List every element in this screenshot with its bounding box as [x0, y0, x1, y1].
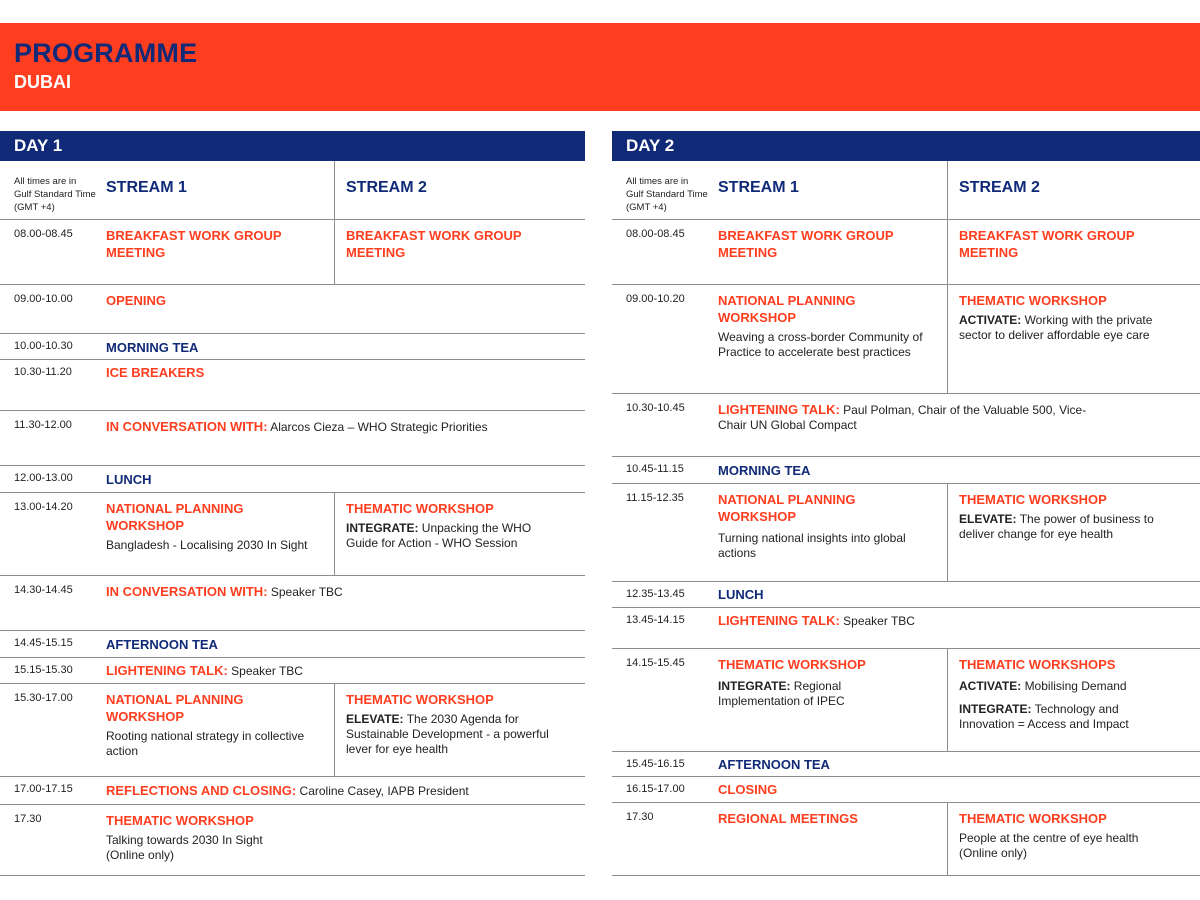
stream2-heading: STREAM 2: [346, 179, 427, 196]
table-row: [612, 649, 1200, 752]
session-description: Talking towards 2030 In Sight (Online only): [106, 833, 263, 862]
table-row: [0, 360, 585, 411]
session-detail: Speaker TBC: [270, 585, 343, 599]
column-divider: [947, 484, 948, 581]
session-time: 10.30-10.45: [626, 402, 685, 414]
session-description: [959, 702, 1159, 732]
session-title: LIGHTENING TALK:: [718, 402, 840, 417]
day2-header: DAY 2: [612, 131, 1200, 161]
session-time: 12.35-13.45: [626, 588, 685, 600]
table-row: [612, 777, 1200, 803]
stream1-session: [106, 691, 321, 759]
column-divider: [334, 161, 335, 219]
column-divider: [334, 684, 335, 776]
column-divider: [334, 493, 335, 575]
session-title: IN CONVERSATION WITH:: [106, 584, 268, 599]
stream1-session: [106, 500, 321, 553]
column-divider: [334, 220, 335, 284]
session-time: 08.00-08.45: [626, 228, 685, 240]
session-description: Weaving a cross-border Community of Practice to accelerate best practices: [718, 330, 923, 359]
session-time: 15.45-16.15: [626, 758, 685, 770]
session-time: 10.00-10.30: [14, 340, 73, 352]
session-description: [346, 712, 566, 757]
stream2-session: [959, 810, 1179, 861]
session-description: Bangladesh - Localising 2030 In Sight: [106, 538, 308, 552]
table-row: [0, 576, 585, 631]
table-row: [612, 457, 1200, 484]
session-title: IN CONVERSATION WITH:: [106, 419, 268, 434]
session-text: Technology and Innovation = Access and Impact: [959, 702, 1129, 731]
session-detail: Caroline Casey, IAPB President: [299, 784, 469, 798]
session-line: [106, 782, 576, 799]
session-time: 16.15-17.00: [626, 783, 685, 795]
column-divider: [947, 803, 948, 875]
session-time: 17.30: [14, 813, 42, 825]
session-time: 17.00-17.15: [14, 783, 73, 795]
session-title: MORNING TEA: [718, 463, 811, 478]
programme-banner: [0, 23, 1200, 111]
session-theme: ACTIVATE:: [959, 313, 1022, 327]
session-theme: ELEVATE:: [959, 512, 1017, 526]
day2-section: [612, 131, 1200, 891]
session-line: [718, 401, 1098, 433]
table-row: [612, 285, 1200, 394]
table-row: [612, 752, 1200, 777]
session-text: Regional Implementation of IPEC: [718, 679, 845, 708]
table-row: [612, 608, 1200, 649]
session-theme: ACTIVATE:: [959, 679, 1022, 693]
session-title: THEMATIC WORKSHOPS: [959, 657, 1116, 672]
stream2-session: [959, 292, 1179, 343]
table-row: [612, 582, 1200, 608]
session-description: [718, 679, 908, 709]
session-description: [959, 512, 1159, 542]
table-row: [0, 658, 585, 684]
session-title: LIGHTENING TALK:: [106, 663, 228, 678]
session-description: People at the centre of eye health (Online only): [959, 831, 1139, 860]
session-title: THEMATIC WORKSHOP: [106, 813, 254, 828]
column-divider: [947, 285, 948, 393]
table-row: [0, 334, 585, 360]
session-time: 15.15-15.30: [14, 664, 73, 676]
session-title: MORNING TEA: [106, 340, 199, 355]
session-title: NATIONAL PLANNING WORKSHOP: [718, 492, 856, 524]
stream2-heading: STREAM 2: [959, 179, 1040, 196]
session-title: LUNCH: [106, 472, 152, 487]
session-title: REGIONAL MEETINGS: [718, 811, 858, 826]
stream2-session: [959, 491, 1179, 542]
page-title: PROGRAMME: [14, 38, 198, 68]
stream1-heading: STREAM 1: [718, 179, 799, 196]
session-title: LIGHTENING TALK:: [718, 613, 840, 628]
session-time: 15.30-17.00: [14, 692, 73, 704]
stream1-session: [106, 812, 321, 863]
column-divider: [947, 220, 948, 284]
session-text: Unpacking the WHO Guide for Action - WHO Session: [346, 521, 532, 550]
timezone-note: All times are in Gulf Standard Time (GMT +4): [14, 176, 96, 213]
stream1-session: [718, 656, 933, 709]
session-title: BREAKFAST WORK GROUP MEETING: [959, 228, 1135, 260]
session-title: OPENING: [106, 293, 166, 308]
table-row: [0, 493, 585, 576]
session-time: 11.15-12.35: [626, 492, 684, 504]
column-divider: [947, 161, 948, 219]
session-time: 10.45-11.15: [626, 463, 684, 475]
session-time: 09.00-10.00: [14, 293, 73, 305]
session-time: 08.00-08.45: [14, 228, 73, 240]
session-theme: ELEVATE:: [346, 712, 404, 726]
table-row: [612, 394, 1200, 457]
stream1-session: [718, 292, 933, 360]
page-subtitle: DUBAI: [14, 72, 71, 92]
session-title: THEMATIC WORKSHOP: [959, 293, 1107, 308]
session-title: REFLECTIONS AND CLOSING:: [106, 783, 297, 798]
session-title: THEMATIC WORKSHOP: [346, 692, 494, 707]
session-text: Mobilising Demand: [1024, 679, 1127, 693]
session-title: CLOSING: [718, 782, 778, 797]
session-time: 12.00-13.00: [14, 472, 73, 484]
stream2-session: [346, 500, 566, 551]
day1-header: DAY 1: [0, 131, 585, 161]
session-line: [106, 418, 576, 435]
session-detail: Speaker TBC: [231, 664, 303, 678]
table-row: [612, 803, 1200, 876]
table-row: [0, 805, 585, 876]
session-detail: Speaker TBC: [843, 614, 915, 628]
day1-stream-header-row: [0, 161, 585, 220]
session-detail: Paul Polman, Chair of the Valuable 500, Vice-Chair UN Global Compact: [718, 403, 1087, 432]
session-description: [959, 679, 1179, 694]
session-line: [718, 612, 1188, 629]
session-time: 13.00-14.20: [14, 501, 73, 513]
session-time: 10.30-11.20: [14, 366, 72, 378]
session-title: BREAKFAST WORK GROUP MEETING: [346, 228, 522, 260]
session-theme: INTEGRATE:: [718, 679, 791, 693]
table-row: [0, 631, 585, 658]
session-time: 14.15-15.45: [626, 657, 685, 669]
timezone-note: All times are in Gulf Standard Time (GMT +4): [626, 176, 708, 213]
stream1-heading: STREAM 1: [106, 179, 187, 196]
session-theme: INTEGRATE:: [346, 521, 419, 535]
table-row: [0, 411, 585, 466]
table-row: [0, 285, 585, 334]
day1-section: [0, 131, 585, 891]
session-text: The 2030 Agenda for Sustainable Development - a powerful lever for eye health: [346, 712, 549, 756]
session-title: BREAKFAST WORK GROUP MEETING: [106, 228, 282, 260]
table-row: [612, 484, 1200, 582]
table-row: [0, 220, 585, 285]
session-title: THEMATIC WORKSHOP: [959, 492, 1107, 507]
session-title: NATIONAL PLANNING WORKSHOP: [106, 501, 244, 533]
stream2-session: [959, 656, 1179, 732]
session-description: [959, 313, 1179, 343]
session-line: [106, 662, 576, 679]
session-time: 13.45-14.15: [626, 614, 685, 626]
session-detail: Alarcos Cieza – WHO Strategic Priorities: [270, 420, 488, 434]
session-time: 14.45-15.15: [14, 637, 73, 649]
session-title: BREAKFAST WORK GROUP MEETING: [718, 228, 894, 260]
session-time: 14.30-14.45: [14, 584, 73, 596]
table-row: [0, 466, 585, 493]
session-time: 09.00-10.20: [626, 293, 685, 305]
session-time: 17.30: [626, 811, 654, 823]
session-description: Turning national insights into global actions: [718, 531, 906, 560]
day2-stream-header-row: [612, 161, 1200, 220]
session-theme: INTEGRATE:: [959, 702, 1032, 716]
table-row: [612, 220, 1200, 285]
column-divider: [947, 649, 948, 751]
session-title: ICE BREAKERS: [106, 365, 205, 380]
session-text: Working with the private sector to deliver affordable eye care: [959, 313, 1153, 342]
session-title: NATIONAL PLANNING WORKSHOP: [106, 692, 244, 724]
session-title: THEMATIC WORKSHOP: [718, 657, 866, 672]
stream2-session: [346, 691, 566, 757]
session-title: THEMATIC WORKSHOP: [959, 811, 1107, 826]
session-time: 11.30-12.00: [14, 419, 72, 431]
session-line: [106, 583, 576, 600]
session-title: AFTERNOON TEA: [718, 757, 830, 772]
session-title: THEMATIC WORKSHOP: [346, 501, 494, 516]
session-title: LUNCH: [718, 587, 764, 602]
table-row: [0, 684, 585, 777]
session-title: AFTERNOON TEA: [106, 637, 218, 652]
table-row: [0, 777, 585, 805]
session-title: NATIONAL PLANNING WORKSHOP: [718, 293, 856, 325]
session-description: Rooting national strategy in collective action: [106, 729, 305, 758]
stream1-session: [718, 491, 933, 561]
session-description: [346, 521, 566, 551]
session-text: The power of business to deliver change for eye health: [959, 512, 1154, 541]
